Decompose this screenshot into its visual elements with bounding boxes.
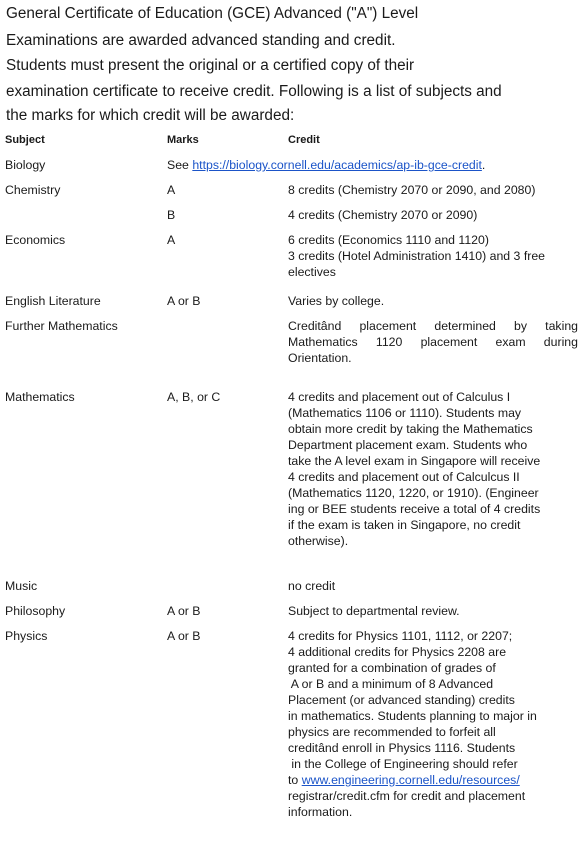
credit-line: (Mathematics 1120, 1220, or 1910). (Engineer — [288, 486, 539, 500]
credit-line: ing or BEE students receive a total of 4 credits — [288, 502, 541, 516]
biology-credit-link[interactable]: https://biology.cornell.edu/academics/ap-ib-gce-credit — [192, 158, 482, 172]
column-header-marks: Marks — [167, 134, 199, 146]
credit-line: 4 credits and placement out of Calculus I — [288, 390, 511, 404]
credit-line: take the A level exam in Singapore will receive — [288, 454, 541, 468]
see-text: See — [167, 158, 189, 172]
credit-line: Department placement exam. Students who — [288, 438, 528, 452]
credit-line: Placement (or advanced standing) credits — [288, 693, 515, 707]
credit-line: 4 credits for Physics 1101, 1112, or 2207; — [288, 629, 513, 643]
subject-chemistry: Chemistry — [5, 183, 61, 197]
credit-value: no credit — [288, 579, 336, 593]
subject-further-mathematics: Further Mathematics — [5, 319, 118, 333]
marks-value: A or B — [167, 294, 201, 308]
credit-value — [288, 232, 578, 280]
subject-mathematics: Mathematics — [5, 390, 75, 404]
marks-value: A or B — [167, 629, 201, 643]
credit-line: otherwise). — [288, 534, 349, 548]
credit-line: in mathematics. Students planning to major in — [288, 709, 537, 723]
marks-value: A — [167, 233, 176, 247]
subject-philosophy: Philosophy — [5, 604, 66, 618]
subject-physics: Physics — [5, 629, 48, 643]
credit-value — [288, 628, 578, 820]
marks-value: A or B — [167, 604, 201, 618]
credit-line: information. — [288, 805, 353, 819]
credit-value: Creditând placement determined by taking Mathematics 1120 placement exam during Orientation. — [288, 319, 578, 365]
credit-line: registrar/credit.cfm for credit and placement — [288, 789, 526, 803]
credit-value: Varies by college. — [288, 294, 385, 308]
intro-line: General Certificate of Education (GCE) Advanced ("A") Level — [6, 5, 419, 22]
credit-line: 6 credits (Economics 1110 and 1120) — [288, 233, 489, 247]
credit-line: physics are recommended to forfeit all — [288, 725, 496, 739]
subject-english-literature: English Literature — [5, 294, 101, 308]
credit-line: electives — [288, 265, 336, 279]
intro-line: the marks for which credit will be awarded: — [6, 107, 295, 124]
credit-line: 4 credits and placement out of Calculcus II — [288, 470, 520, 484]
credit-line: 4 additional credits for Physics 2208 are — [288, 645, 507, 659]
biology-credit-reference — [167, 157, 485, 173]
marks-value: A — [167, 183, 176, 197]
credit-line: in the College of Engineering should refer — [288, 757, 518, 771]
credit-line: granted for a combination of grades of — [288, 661, 496, 675]
credit-line-link — [288, 772, 578, 788]
to-text: to — [288, 773, 299, 787]
marks-value: B — [167, 208, 176, 222]
credit-line: creditând enroll in Physics 1116. Students — [288, 741, 516, 755]
intro-line: Students must present the original or a certified copy of their — [6, 57, 415, 74]
period-text: . — [481, 158, 486, 172]
credit-line: obtain more credit by taking the Mathematics — [288, 422, 533, 436]
intro-line: Examinations are awarded advanced standing and credit. — [6, 32, 396, 49]
credit-line: (Mathematics 1106 or 1110). Students may — [288, 406, 522, 420]
subject-economics: Economics — [5, 233, 66, 247]
intro-line: examination certificate to receive credit. Following is a list of subjects and — [6, 83, 502, 100]
credit-value: Subject to departmental review. — [288, 604, 460, 618]
credit-value — [288, 389, 578, 549]
engineering-resources-link[interactable]: www.engineering.cornell.edu/resources/ — [301, 773, 520, 787]
credit-value: 8 credits (Chemistry 2070 or 2090, and 2080) — [288, 183, 536, 197]
column-header-credit: Credit — [288, 134, 320, 146]
credit-line: A or B and a minimum of 8 Advanced — [288, 677, 494, 691]
subject-music: Music — [5, 579, 38, 593]
credit-value: 4 credits (Chemistry 2070 or 2090) — [288, 208, 478, 222]
credit-line: 3 credits (Hotel Administration 1410) and 3 free — [288, 249, 546, 263]
column-header-subject: Subject — [5, 134, 45, 146]
subject-biology: Biology — [5, 158, 46, 172]
marks-value: A, B, or C — [167, 390, 221, 404]
credit-line: if the exam is taken in Singapore, no credit — [288, 518, 521, 532]
